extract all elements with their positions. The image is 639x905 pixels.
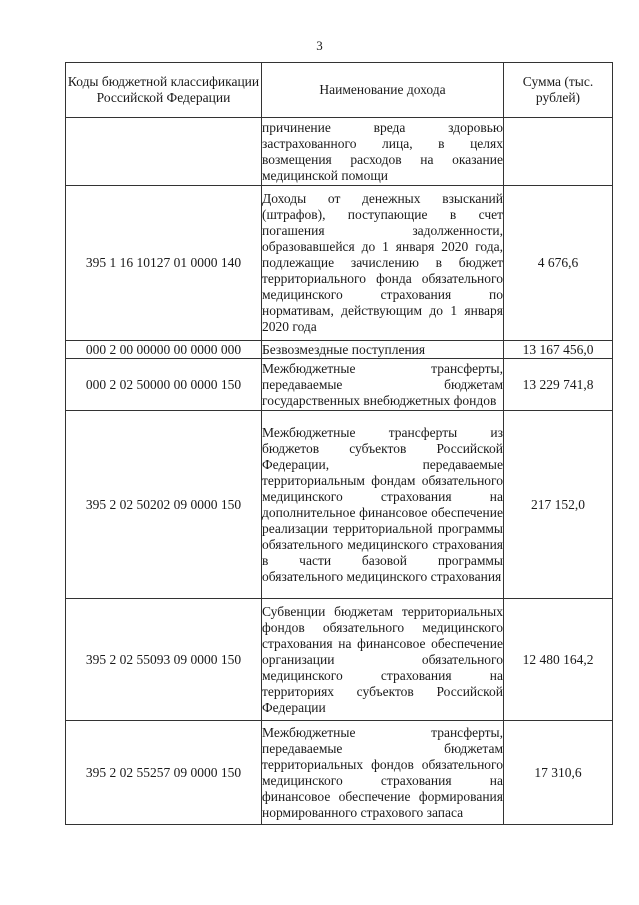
row-code: 395 2 02 55257 09 0000 150 [66,721,262,825]
row-name-text: Безвозмездные поступления [262,341,426,357]
row-name [262,359,504,411]
row-sum: 217 152,0 [504,411,613,599]
row-name [262,411,504,599]
row-sum: 13 229 741,8 [504,359,613,411]
revenue-table [65,62,613,825]
row-sum: 13 167 456,0 [504,341,613,359]
row-code: 395 1 16 10127 01 0000 140 [66,186,262,341]
header-sum: Сумма (тыс. рублей) [504,63,613,118]
row-name [262,599,504,721]
row-code [66,118,262,186]
row-sum: 17 310,6 [504,721,613,825]
row-code: 395 2 02 55093 09 0000 150 [66,599,262,721]
table-row [66,341,613,359]
row-sum: 12 480 164,2 [504,599,613,721]
row-name-text: Субвенции бюджетам территориальных фондов обязательного медицинского страхования на финансовое обеспечение организации обязательного медицинского страхования на территориях субъектов Российской Федерации [262,603,503,715]
row-name [262,341,504,359]
row-sum [504,118,613,186]
table-row [66,186,613,341]
table-row [66,118,613,186]
table-row [66,359,613,411]
header-name: Наименование дохода [262,63,504,118]
row-name [262,186,504,341]
row-name [262,118,504,186]
row-code: 000 2 00 00000 00 0000 000 [66,341,262,359]
row-name-text: Доходы от денежных взысканий (штрафов), поступающие в счет погашения задолженности, образовавшейся до 1 января 2020 года, подлежащие зачислению в бюджет территориального фонда обязательного медицинского страхования по нормативам, действующим до 1 января 2020 года [262,191,503,334]
table-row [66,599,613,721]
row-name-text: Межбюджетные трансферты, передаваемые бюджетам государственных внебюджетных фондов [262,360,503,408]
row-name-text: Межбюджетные трансферты из бюджетов субъектов Российской Федерации, передаваемые территориальным фондам обязательного медицинского страхования на дополнительное финансовое обеспечение реализации территориальной программы обязательного медицинского страхования в части базовой программы обязательного медицинского страхования [262,424,503,584]
row-name-text: Межбюджетные трансферты, передаваемые бюджетам территориальных фондов обязательного медицинского страхования на финансовое обеспечение формирования нормированного страхового запаса [262,724,503,820]
row-name [262,721,504,825]
row-code: 395 2 02 50202 09 0000 150 [66,411,262,599]
row-sum: 4 676,6 [504,186,613,341]
row-name-text: причинение вреда здоровью застрахованного лица, в целях возмещения расходов на оказание медицинской помощи [262,119,503,183]
header-code: Коды бюджетной классификации Российской Федерации [66,63,262,118]
table-row [66,411,613,599]
row-code: 000 2 02 50000 00 0000 150 [66,359,262,411]
table-header-row [66,63,613,118]
table-row [66,721,613,825]
page-number: 3 [316,38,323,53]
